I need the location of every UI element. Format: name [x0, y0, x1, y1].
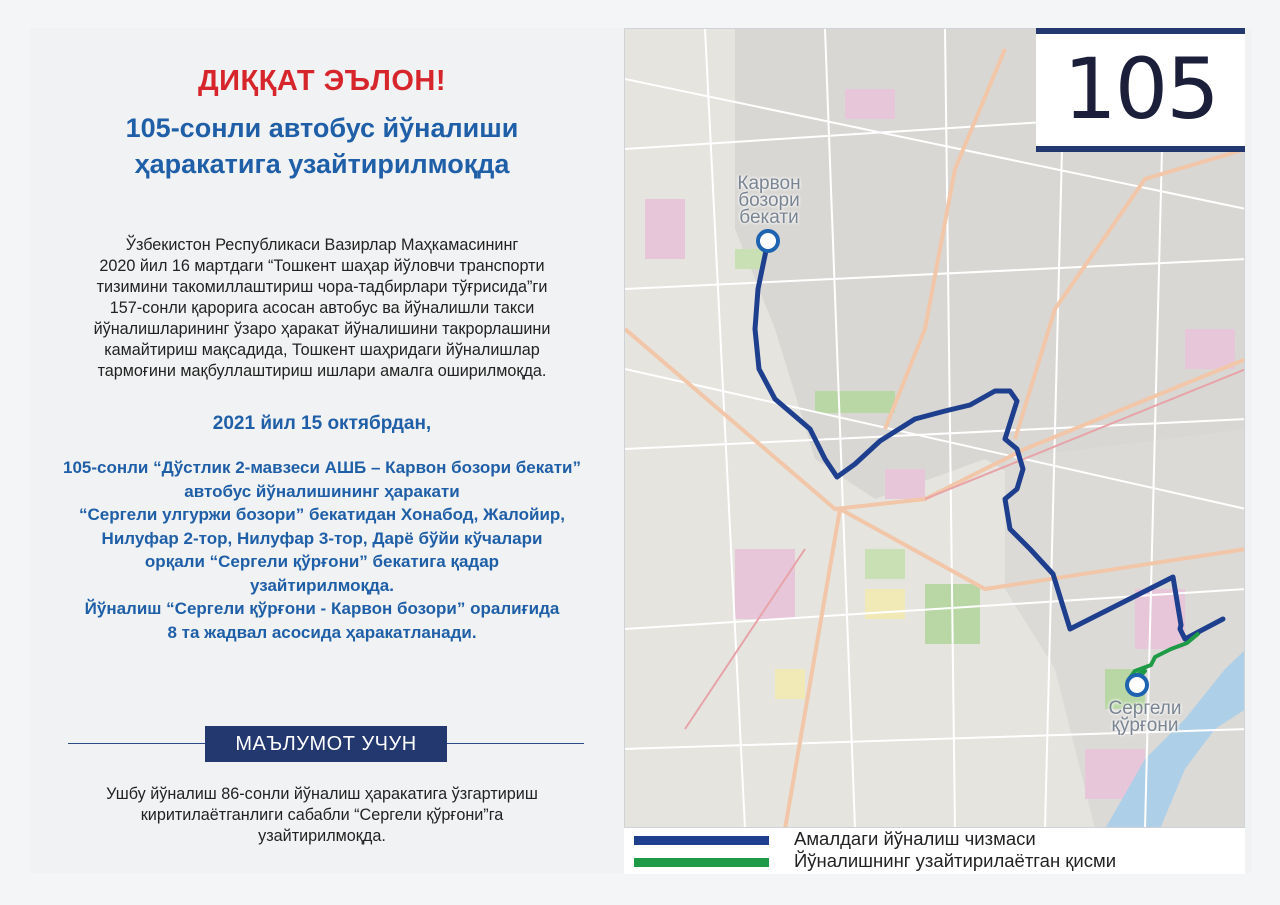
stop-label-line: Сергели [1108, 698, 1182, 719]
industrial-zone [1185, 329, 1235, 369]
subtitle-line: ҳаракатига узайтирилмоқда [134, 149, 510, 179]
description-line: автобус йўналишининг ҳаракати [184, 481, 460, 501]
body-line: Ўзбекистон Республикаси Вазирлар Маҳкамасининг [125, 236, 519, 254]
stop-label-line: бозори [738, 190, 800, 211]
yellow-zone [775, 669, 805, 699]
info-line: узайтирилмоқда. [258, 827, 386, 845]
description-line: 105-сонли “Дўстлик 2-мавзеси АШБ – Карвон бозори бекати” [63, 458, 581, 477]
legend-label-current: Амалдаги йўналиш чизмаси [794, 828, 1036, 849]
notice-headline: ДИҚҚАТ ЭЪЛОН! [197, 65, 447, 97]
legend-swatch-extension [634, 858, 769, 867]
body-line: йўналишларининг ўзаро ҳаракат йўналишини такрорлашини [93, 320, 551, 338]
body-line: 157-сонли қарорига асосан автобус ва йўналишли такси [109, 299, 535, 317]
description-line: 8 та жадвал асосида ҳаракатланади. [167, 622, 477, 642]
legend-swatch-current [634, 836, 769, 845]
park [815, 391, 895, 413]
stop-label-karvon [724, 175, 814, 226]
info-divider-left [68, 743, 228, 744]
legend-label-extension: Йўналишнинг узайтирилаётган қисми [794, 850, 1117, 871]
body-line: камайтириш мақсадида, Тошкент шаҳридаги йўналишлар [104, 341, 540, 359]
description-line: Йўналиш “Сергели қўрғони - Карвон бозори” оралиғида [84, 599, 560, 618]
route-number: 105 [1063, 40, 1218, 138]
stop-label-line: бекати [739, 207, 799, 228]
route-change-description [40, 456, 604, 644]
yellow-zone [865, 589, 905, 619]
stop-marker-sergeli [1127, 675, 1147, 695]
map-legend [624, 828, 1245, 874]
notice-subtitle [30, 110, 614, 182]
route-number-box [1036, 28, 1245, 152]
description-line: Нилуфар 2-тор, Нилуфар 3-тор, Дарё бўйи кўчалари [101, 528, 543, 548]
industrial-zone [645, 199, 685, 259]
info-divider-right [446, 743, 584, 744]
body-line: тармоғини мақбуллаштириш ишлари амалга оширилмоқда. [97, 362, 547, 380]
body-line: тизимини такомиллаштириш чора-тадбирлари тўғрисида”ги [96, 278, 548, 296]
info-badge: МАЪЛУМОТ УЧУН [205, 726, 447, 762]
description-line: орқали “Сергели қўрғони” бекатига қадар [144, 552, 500, 571]
body-line: 2020 йил 16 мартдаги “Тошкент шаҳар йўловчи транспорти [99, 257, 545, 275]
park [865, 549, 905, 579]
effective-date: 2021 йил 15 октябрдан, [212, 413, 432, 434]
stop-label-sergeli [1090, 700, 1200, 734]
info-line: Ушбу йўналиш 86-сонли йўналиш ҳаракатига ўзгартириш [106, 785, 538, 803]
notice-panel [30, 28, 614, 873]
stop-label-line: қўрғони [1111, 715, 1179, 736]
info-line: киритилаётганлиги сабабли “Сергели қўрғони”га [140, 806, 504, 824]
notice-body [50, 235, 594, 382]
description-line: узайтирилмоқда. [250, 575, 394, 595]
description-line: “Сергели улгуржи бозори” бекатидан Хонабод, Жалойир, [78, 505, 566, 524]
industrial-zone [845, 89, 895, 119]
subtitle-line: 105-сонли автобус йўналиши [125, 113, 519, 143]
info-text [70, 784, 574, 847]
stop-marker-karvon [758, 231, 778, 251]
stop-label-line: Карвон [737, 173, 801, 194]
industrial-zone [885, 469, 925, 499]
